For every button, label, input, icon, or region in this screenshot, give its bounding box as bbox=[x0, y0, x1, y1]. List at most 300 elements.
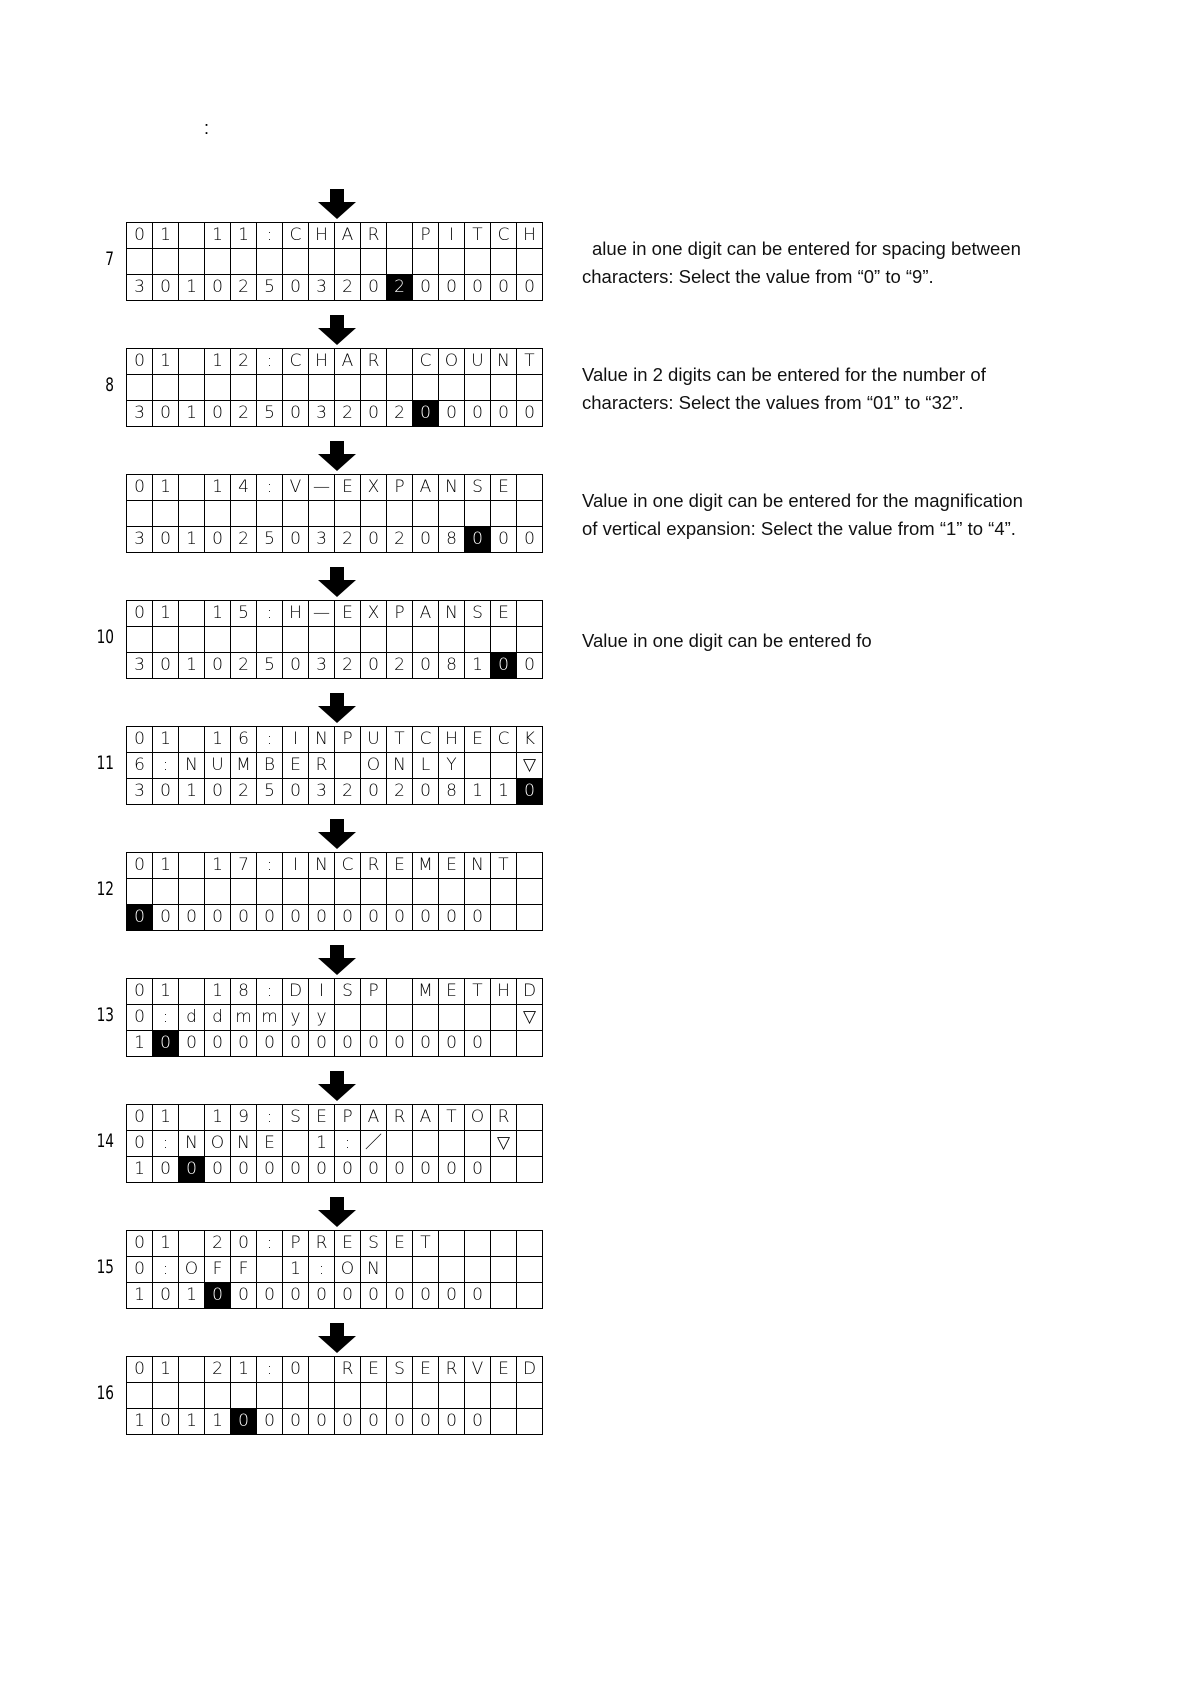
lcd-cell bbox=[361, 627, 387, 653]
lcd-cell: 1 bbox=[205, 1105, 231, 1131]
lcd-cell: 0 bbox=[153, 275, 179, 301]
step-number: 10 bbox=[96, 626, 114, 648]
lcd-cell: 2 bbox=[205, 1231, 231, 1257]
lcd-cell: 2 bbox=[387, 401, 413, 427]
lcd-row bbox=[127, 223, 543, 249]
lcd-cell: 2 bbox=[387, 779, 413, 805]
lcd-cell bbox=[283, 249, 309, 275]
lcd-cell: 2 bbox=[231, 275, 257, 301]
lcd-cell bbox=[465, 1383, 491, 1409]
lcd-cell: 0 bbox=[309, 1157, 335, 1183]
lcd-cell: 2 bbox=[231, 401, 257, 427]
lcd-cursor-cell: 0 bbox=[179, 1157, 205, 1183]
lcd-cell: 1 bbox=[465, 653, 491, 679]
lcd-cell: 3 bbox=[127, 653, 153, 679]
lcd-cell: 2 bbox=[231, 349, 257, 375]
lcd-cell: 0 bbox=[491, 275, 517, 301]
lcd-cell bbox=[517, 501, 543, 527]
lcd-cell bbox=[465, 1131, 491, 1157]
lcd-row bbox=[127, 375, 543, 401]
step-number: 15 bbox=[96, 1256, 114, 1278]
lcd-cell: 0 bbox=[127, 1005, 153, 1031]
lcd-cell bbox=[179, 853, 205, 879]
lcd-cell: 0 bbox=[127, 1357, 153, 1383]
lcd-cell bbox=[491, 1005, 517, 1031]
lcd-cell: 1 bbox=[179, 1409, 205, 1435]
lcd-cell: 3 bbox=[309, 401, 335, 427]
lcd-cell bbox=[517, 1257, 543, 1283]
lcd-cell: R bbox=[335, 1357, 361, 1383]
lcd-cell: ▽ bbox=[517, 753, 543, 779]
lcd-cell: 0 bbox=[439, 1031, 465, 1057]
lcd-row bbox=[127, 1357, 543, 1383]
lcd-cell: 0 bbox=[439, 1283, 465, 1309]
lcd-cell: 0 bbox=[127, 853, 153, 879]
lcd-cell: O bbox=[361, 753, 387, 779]
lcd-cell bbox=[517, 905, 543, 931]
lcd-cell: M bbox=[413, 853, 439, 879]
lcd-cell: 0 bbox=[205, 275, 231, 301]
lcd-cell bbox=[413, 627, 439, 653]
lcd-cell: 0 bbox=[361, 905, 387, 931]
lcd-cell: 0 bbox=[309, 1031, 335, 1057]
step-number: 8 bbox=[105, 374, 114, 396]
lcd-cell: 0 bbox=[361, 1031, 387, 1057]
lcd-cell: A bbox=[413, 475, 439, 501]
lcd-cell bbox=[257, 627, 283, 653]
lcd-cell: T bbox=[387, 727, 413, 753]
lcd-cell: 0 bbox=[465, 1157, 491, 1183]
lcd-cell: X bbox=[361, 475, 387, 501]
lcd-cell: 0 bbox=[153, 1409, 179, 1435]
lcd-cell bbox=[179, 375, 205, 401]
lcd-cell: 1 bbox=[127, 1031, 153, 1057]
lcd-cell bbox=[257, 1383, 283, 1409]
lcd-cell bbox=[517, 1157, 543, 1183]
lcd-cell bbox=[517, 601, 543, 627]
lcd-cell bbox=[283, 1383, 309, 1409]
lcd-cell: 0 bbox=[465, 1409, 491, 1435]
down-arrow-icon bbox=[318, 189, 356, 219]
step-description bbox=[582, 627, 1052, 655]
lcd-cell: 0 bbox=[413, 275, 439, 301]
lcd-cell bbox=[205, 501, 231, 527]
lcd-cell: R bbox=[491, 1105, 517, 1131]
lcd-cell bbox=[439, 375, 465, 401]
lcd-cell: H bbox=[309, 223, 335, 249]
lcd-cell: N bbox=[179, 753, 205, 779]
lcd-cell: 0 bbox=[127, 1131, 153, 1157]
lcd-cell: 1 bbox=[205, 853, 231, 879]
lcd-cell: R bbox=[309, 753, 335, 779]
lcd-cell bbox=[517, 249, 543, 275]
lcd-cell: : bbox=[257, 979, 283, 1005]
lcd-cell bbox=[309, 375, 335, 401]
lcd-cell: 1 bbox=[179, 401, 205, 427]
lcd-cell: 0 bbox=[335, 1157, 361, 1183]
lcd-cell: 0 bbox=[335, 1409, 361, 1435]
lcd-cell bbox=[257, 879, 283, 905]
lcd-cell bbox=[179, 249, 205, 275]
lcd-cell: 1 bbox=[231, 223, 257, 249]
lcd-cell: : bbox=[153, 753, 179, 779]
lcd-cell: Y bbox=[439, 753, 465, 779]
lcd-cell: 0 bbox=[387, 1409, 413, 1435]
lcd-cell: : bbox=[257, 1105, 283, 1131]
step-description bbox=[582, 361, 1052, 417]
lcd-cell bbox=[465, 375, 491, 401]
lcd-cell: 1 bbox=[231, 1357, 257, 1383]
lcd-cell: 2 bbox=[335, 527, 361, 553]
lcd-cell bbox=[179, 223, 205, 249]
lcd-cell: 0 bbox=[517, 653, 543, 679]
lcd-cell bbox=[179, 349, 205, 375]
lcd-cell bbox=[413, 249, 439, 275]
lcd-cell: 0 bbox=[231, 1283, 257, 1309]
header-mark: : bbox=[204, 118, 210, 138]
lcd-cell bbox=[439, 1131, 465, 1157]
lcd-cell: R bbox=[361, 223, 387, 249]
lcd-cell: 0 bbox=[413, 1283, 439, 1309]
lcd-cell bbox=[205, 249, 231, 275]
lcd-cell: 9 bbox=[231, 1105, 257, 1131]
lcd-row bbox=[127, 979, 543, 1005]
lcd-cell: 0 bbox=[413, 779, 439, 805]
lcd-cell: 7 bbox=[231, 853, 257, 879]
lcd-cell: P bbox=[413, 223, 439, 249]
lcd-cell bbox=[387, 501, 413, 527]
lcd-cell: A bbox=[413, 601, 439, 627]
lcd-cell: 1 bbox=[153, 1105, 179, 1131]
lcd-display bbox=[126, 1356, 543, 1435]
lcd-cell bbox=[491, 249, 517, 275]
lcd-cell bbox=[439, 501, 465, 527]
lcd-cell bbox=[361, 375, 387, 401]
lcd-cell bbox=[387, 349, 413, 375]
lcd-cell: 3 bbox=[127, 779, 153, 805]
lcd-cell: I bbox=[309, 979, 335, 1005]
lcd-cell bbox=[153, 249, 179, 275]
lcd-cell bbox=[309, 879, 335, 905]
lcd-cell: 2 bbox=[387, 527, 413, 553]
lcd-cell: K bbox=[517, 727, 543, 753]
lcd-cell bbox=[491, 1283, 517, 1309]
lcd-cell: 0 bbox=[439, 1157, 465, 1183]
lcd-cell: 2 bbox=[231, 653, 257, 679]
lcd-cell bbox=[387, 1257, 413, 1283]
step-description bbox=[582, 235, 1062, 291]
lcd-cell: 8 bbox=[231, 979, 257, 1005]
step-number: 12 bbox=[96, 878, 114, 900]
lcd-cell bbox=[179, 1357, 205, 1383]
lcd-cell: 1 bbox=[179, 779, 205, 805]
lcd-cell: 0 bbox=[257, 1409, 283, 1435]
lcd-row bbox=[127, 275, 543, 301]
lcd-cell: 0 bbox=[439, 401, 465, 427]
lcd-cell: P bbox=[361, 979, 387, 1005]
lcd-cell bbox=[517, 475, 543, 501]
lcd-cell: 1 bbox=[179, 653, 205, 679]
down-arrow-icon bbox=[318, 945, 356, 975]
lcd-cell: C bbox=[283, 349, 309, 375]
lcd-cell bbox=[465, 1231, 491, 1257]
lcd-cell: 1 bbox=[179, 527, 205, 553]
lcd-cell: 0 bbox=[465, 401, 491, 427]
lcd-cell: 1 bbox=[205, 727, 231, 753]
lcd-cell bbox=[517, 1283, 543, 1309]
lcd-row bbox=[127, 779, 543, 805]
lcd-cell: 0 bbox=[153, 779, 179, 805]
lcd-cell: 0 bbox=[283, 1283, 309, 1309]
lcd-cell bbox=[231, 627, 257, 653]
lcd-cell: 0 bbox=[491, 527, 517, 553]
lcd-cell: E bbox=[361, 1357, 387, 1383]
lcd-cell: 3 bbox=[309, 275, 335, 301]
lcd-cell bbox=[205, 879, 231, 905]
lcd-cell: C bbox=[335, 853, 361, 879]
lcd-cell bbox=[465, 753, 491, 779]
lcd-cell: E bbox=[283, 753, 309, 779]
lcd-cell: I bbox=[283, 727, 309, 753]
lcd-cell: N bbox=[465, 853, 491, 879]
lcd-cell bbox=[309, 501, 335, 527]
lcd-cell bbox=[335, 879, 361, 905]
lcd-cell bbox=[517, 1383, 543, 1409]
step-number: 14 bbox=[96, 1130, 114, 1152]
lcd-display bbox=[126, 1230, 543, 1309]
lcd-row bbox=[127, 601, 543, 627]
lcd-cell bbox=[127, 1383, 153, 1409]
lcd-cell: 1 bbox=[491, 779, 517, 805]
lcd-cell: 1 bbox=[153, 223, 179, 249]
lcd-cell: 0 bbox=[335, 905, 361, 931]
lcd-cell: E bbox=[439, 853, 465, 879]
down-arrow-icon bbox=[318, 819, 356, 849]
lcd-cell: V bbox=[283, 475, 309, 501]
lcd-cell bbox=[387, 979, 413, 1005]
lcd-cell: 0 bbox=[283, 1157, 309, 1183]
lcd-row bbox=[127, 475, 543, 501]
lcd-cell: 0 bbox=[257, 905, 283, 931]
lcd-cell: 0 bbox=[257, 1157, 283, 1183]
lcd-cell: : bbox=[309, 1257, 335, 1283]
down-arrow-icon bbox=[318, 567, 356, 597]
lcd-row bbox=[127, 879, 543, 905]
lcd-cell: 1 bbox=[153, 475, 179, 501]
lcd-cell bbox=[309, 1357, 335, 1383]
lcd-cell bbox=[231, 1383, 257, 1409]
lcd-cell: N bbox=[439, 601, 465, 627]
lcd-cell: 0 bbox=[517, 275, 543, 301]
lcd-cell: M bbox=[231, 753, 257, 779]
lcd-cell bbox=[413, 375, 439, 401]
lcd-cell: A bbox=[361, 1105, 387, 1131]
lcd-cell: 0 bbox=[205, 527, 231, 553]
lcd-cell: 0 bbox=[153, 527, 179, 553]
lcd-cell: 2 bbox=[335, 401, 361, 427]
lcd-cell: ▽ bbox=[517, 1005, 543, 1031]
lcd-cell: 8 bbox=[439, 653, 465, 679]
lcd-cell bbox=[387, 1383, 413, 1409]
lcd-cell: 0 bbox=[153, 1157, 179, 1183]
lcd-cell: 0 bbox=[387, 905, 413, 931]
lcd-cell: V bbox=[465, 1357, 491, 1383]
lcd-cell bbox=[413, 879, 439, 905]
lcd-cursor-cell: 0 bbox=[491, 653, 517, 679]
description-line: of vertical expansion: Select the value from “1” to “4”. bbox=[582, 518, 1016, 539]
lcd-cell: H bbox=[439, 727, 465, 753]
lcd-cell bbox=[413, 1383, 439, 1409]
lcd-cell: E bbox=[491, 475, 517, 501]
lcd-cell: ／ bbox=[361, 1131, 387, 1157]
lcd-cell: 0 bbox=[153, 401, 179, 427]
lcd-cell: E bbox=[257, 1131, 283, 1157]
lcd-cell: H bbox=[283, 601, 309, 627]
lcd-cursor-cell: 0 bbox=[153, 1031, 179, 1057]
lcd-cell: 3 bbox=[309, 653, 335, 679]
lcd-row bbox=[127, 1409, 543, 1435]
lcd-cell: N bbox=[387, 753, 413, 779]
lcd-cell bbox=[387, 1005, 413, 1031]
description-line: Value in 2 digits can be entered for the number of bbox=[582, 364, 986, 385]
lcd-cell: E bbox=[309, 1105, 335, 1131]
lcd-cell: F bbox=[231, 1257, 257, 1283]
lcd-row bbox=[127, 653, 543, 679]
lcd-cell: 0 bbox=[361, 1283, 387, 1309]
lcd-cell bbox=[439, 627, 465, 653]
lcd-cell bbox=[179, 879, 205, 905]
lcd-cell bbox=[413, 1131, 439, 1157]
lcd-cell: 3 bbox=[309, 527, 335, 553]
lcd-cell bbox=[465, 879, 491, 905]
lcd-cell bbox=[439, 249, 465, 275]
lcd-cell: 0 bbox=[231, 1031, 257, 1057]
lcd-cell: 1 bbox=[153, 979, 179, 1005]
lcd-cell: : bbox=[257, 601, 283, 627]
lcd-row bbox=[127, 1231, 543, 1257]
lcd-cell: 1 bbox=[127, 1157, 153, 1183]
lcd-cell bbox=[387, 223, 413, 249]
lcd-cell: 0 bbox=[335, 1283, 361, 1309]
lcd-cell: — bbox=[309, 601, 335, 627]
lcd-cell: 0 bbox=[465, 275, 491, 301]
step-number: 16 bbox=[96, 1382, 114, 1404]
lcd-cell: M bbox=[413, 979, 439, 1005]
lcd-cell: T bbox=[413, 1231, 439, 1257]
lcd-cell: — bbox=[309, 475, 335, 501]
lcd-cell bbox=[283, 501, 309, 527]
lcd-cell: P bbox=[335, 1105, 361, 1131]
lcd-cell bbox=[231, 375, 257, 401]
lcd-cell bbox=[517, 1131, 543, 1157]
lcd-cell bbox=[413, 501, 439, 527]
lcd-cell: 1 bbox=[127, 1409, 153, 1435]
lcd-cell bbox=[153, 627, 179, 653]
lcd-cell: O bbox=[465, 1105, 491, 1131]
lcd-cell bbox=[387, 249, 413, 275]
lcd-cell: 0 bbox=[179, 1031, 205, 1057]
lcd-cell: m bbox=[231, 1005, 257, 1031]
lcd-cell: 8 bbox=[439, 779, 465, 805]
lcd-cell: A bbox=[335, 223, 361, 249]
lcd-cell: S bbox=[387, 1357, 413, 1383]
down-arrow-icon bbox=[318, 315, 356, 345]
description-line: alue in one digit can be entered for spacing between bbox=[592, 238, 1021, 259]
lcd-cell bbox=[387, 1131, 413, 1157]
lcd-cell bbox=[465, 1257, 491, 1283]
lcd-cell: 1 bbox=[309, 1131, 335, 1157]
lcd-cursor-cell: 0 bbox=[127, 905, 153, 931]
lcd-cell: H bbox=[491, 979, 517, 1005]
lcd-cell bbox=[491, 1231, 517, 1257]
lcd-cell: P bbox=[387, 475, 413, 501]
lcd-cell: O bbox=[179, 1257, 205, 1283]
lcd-cell: y bbox=[283, 1005, 309, 1031]
lcd-cell: 0 bbox=[127, 223, 153, 249]
lcd-cell: 0 bbox=[205, 1157, 231, 1183]
lcd-cell: 0 bbox=[335, 1031, 361, 1057]
lcd-cell bbox=[361, 501, 387, 527]
lcd-row bbox=[127, 853, 543, 879]
lcd-cursor-cell: 0 bbox=[517, 779, 543, 805]
lcd-cell: 1 bbox=[179, 275, 205, 301]
lcd-cursor-cell: 0 bbox=[413, 401, 439, 427]
lcd-cell bbox=[257, 501, 283, 527]
lcd-cell bbox=[491, 753, 517, 779]
lcd-cell: C bbox=[283, 223, 309, 249]
lcd-cell: 4 bbox=[231, 475, 257, 501]
lcd-cell bbox=[491, 627, 517, 653]
lcd-cell: P bbox=[335, 727, 361, 753]
lcd-cell bbox=[361, 879, 387, 905]
lcd-cell: 0 bbox=[231, 905, 257, 931]
lcd-cell bbox=[205, 1383, 231, 1409]
lcd-cell bbox=[439, 879, 465, 905]
lcd-cell bbox=[335, 1005, 361, 1031]
lcd-cell: 5 bbox=[257, 779, 283, 805]
lcd-cell: 5 bbox=[231, 601, 257, 627]
lcd-cell: 0 bbox=[361, 653, 387, 679]
lcd-cell: 0 bbox=[439, 905, 465, 931]
lcd-cell: U bbox=[205, 753, 231, 779]
lcd-cell: 0 bbox=[309, 1409, 335, 1435]
lcd-cell: 0 bbox=[127, 475, 153, 501]
lcd-cell: 1 bbox=[153, 1231, 179, 1257]
description-line: characters: Select the values from “01” to “32”. bbox=[582, 392, 964, 413]
down-arrow-icon bbox=[318, 1323, 356, 1353]
lcd-cell bbox=[179, 627, 205, 653]
lcd-cell: D bbox=[517, 979, 543, 1005]
lcd-cell: 0 bbox=[127, 1231, 153, 1257]
lcd-cell bbox=[361, 1383, 387, 1409]
lcd-cell: 0 bbox=[231, 1231, 257, 1257]
lcd-cursor-cell: 0 bbox=[231, 1409, 257, 1435]
lcd-cell: H bbox=[517, 223, 543, 249]
lcd-cell bbox=[517, 853, 543, 879]
lcd-cell: 0 bbox=[205, 653, 231, 679]
step-number: 13 bbox=[96, 1004, 114, 1026]
lcd-cell: 0 bbox=[517, 527, 543, 553]
lcd-row bbox=[127, 1105, 543, 1131]
lcd-row bbox=[127, 1383, 543, 1409]
lcd-cell bbox=[257, 249, 283, 275]
lcd-cell: 0 bbox=[283, 905, 309, 931]
lcd-cell: C bbox=[491, 223, 517, 249]
lcd-cell: 0 bbox=[283, 779, 309, 805]
lcd-cell bbox=[335, 1383, 361, 1409]
lcd-cell: N bbox=[361, 1257, 387, 1283]
lcd-cell: : bbox=[257, 727, 283, 753]
